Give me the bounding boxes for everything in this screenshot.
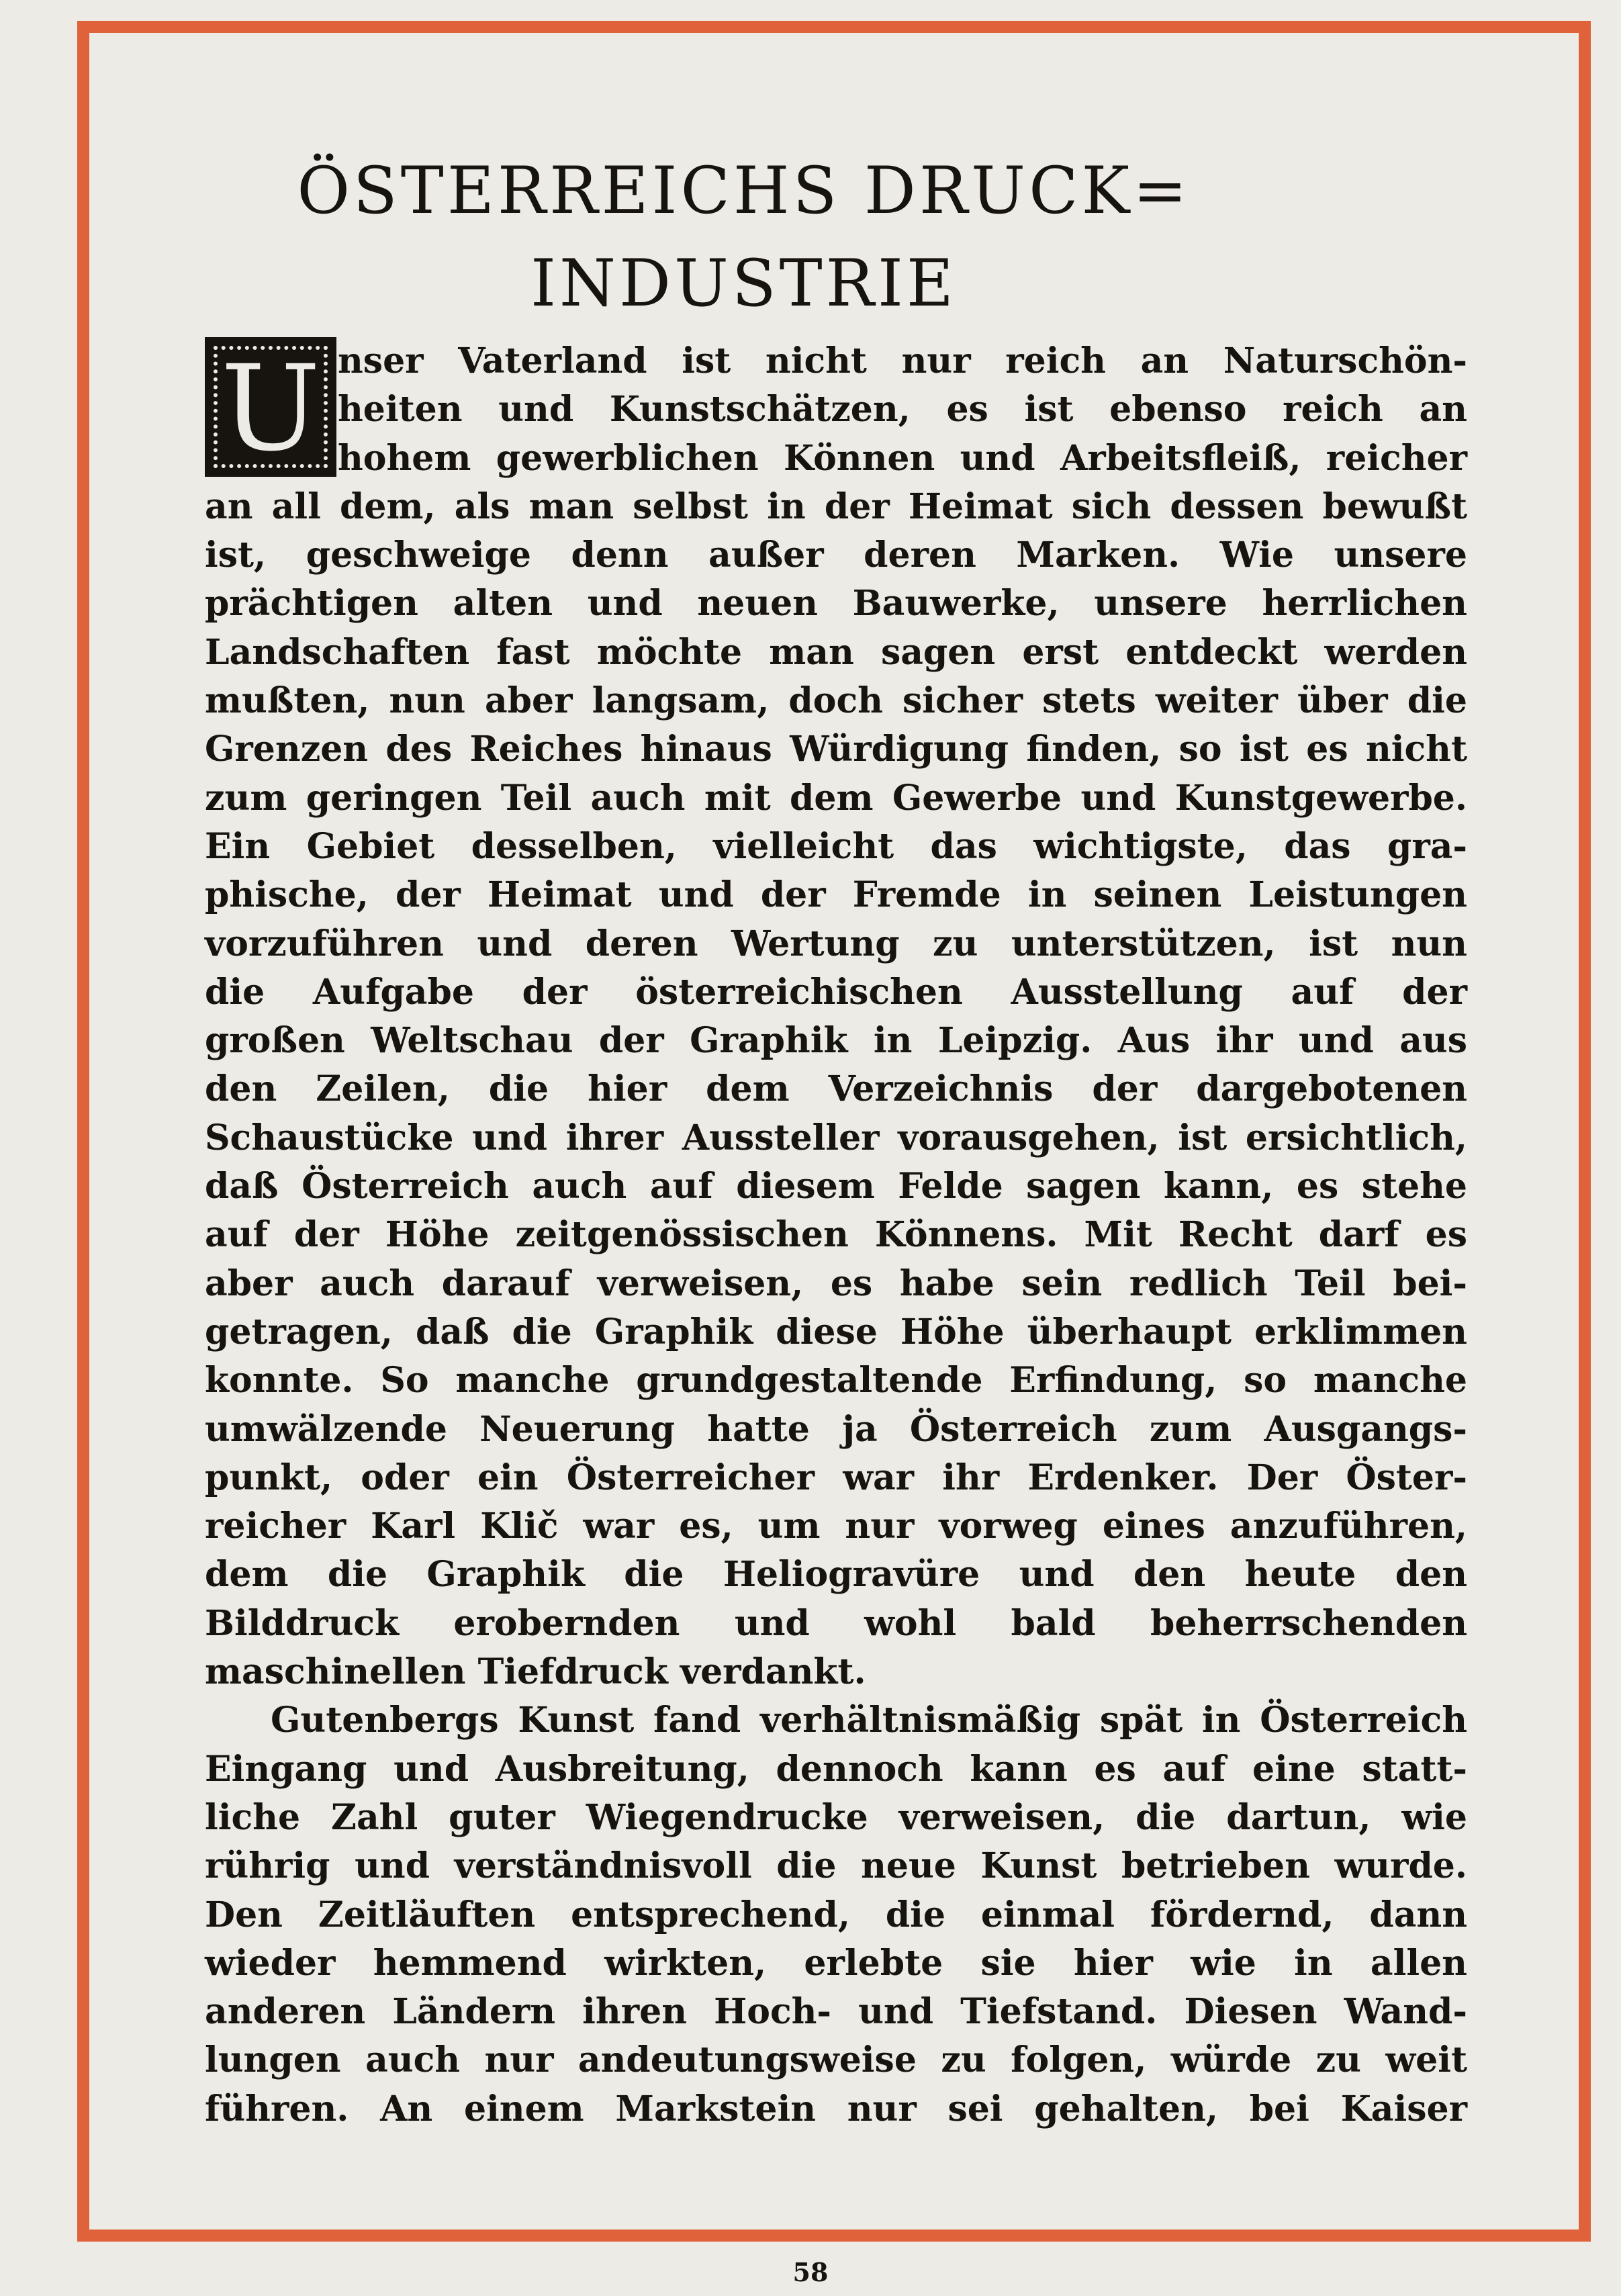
text-line: führen. An einem Markstein nur sei gehalten, bei Kaiser — [205, 2088, 1467, 2129]
text-line: Bilddruck erobernden und wohl bald beherrschenden — [205, 1602, 1467, 1644]
article-heading — [168, 144, 1319, 330]
text-line: phische, der Heimat und der Fremde in seinen Leistungen — [205, 874, 1467, 916]
text-line: wieder hemmend wirkten, erlebte sie hier wie in allen — [205, 1942, 1467, 1984]
text-line: nser Vaterland ist nicht nur reich an Naturschön- — [338, 340, 1467, 381]
text-line: an all dem, als man selbst in der Heimat sich dessen bewußt — [205, 486, 1467, 527]
text-line: vorzuführen und deren Wertung zu unterstützen, ist nun — [205, 923, 1467, 964]
article-body — [205, 337, 1467, 2133]
paragraph-2 — [205, 1696, 1467, 2133]
text-line: den Zeilen, die hier dem Verzeichnis der dargebotenen — [205, 1068, 1467, 1110]
text-line: ist, geschweige denn außer deren Marken. Wie unsere — [205, 535, 1467, 576]
text-line: hohem gewerblichen Können und Arbeitsfleiß, reicher — [338, 437, 1467, 479]
heading-line-2: INDUSTRIE — [530, 246, 957, 321]
drop-cap-letter: U — [220, 340, 321, 477]
text-line: Eingang und Ausbreitung, dennoch kann es auf eine statt- — [205, 1748, 1467, 1790]
text-line: Ein Gebiet desselben, vielleicht das wichtigste, das gra- — [205, 825, 1467, 867]
text-line: aber auch darauf verweisen, es habe sein redlich Teil bei- — [205, 1262, 1467, 1304]
text-line: anderen Ländern ihren Hoch- und Tiefstand. Diesen Wand- — [205, 1991, 1467, 2033]
text-line: Gutenbergs Kunst fand verhältnismäßig spät in Österreich — [271, 1700, 1467, 1741]
text-line: dem die Graphik die Heliogravüre und den heute den — [205, 1554, 1467, 1596]
text-line: konnte. So manche grundgestaltende Erfindung, so manche — [205, 1360, 1467, 1402]
text-line: Landschaften fast möchte man sagen erst entdeckt werden — [205, 631, 1467, 673]
text-line: getragen, daß die Graphik diese Höhe überhaupt erklimmen — [205, 1311, 1467, 1352]
text-line: Schaustücke und ihrer Aussteller vorausgehen, ist ersichtlich, — [205, 1117, 1467, 1158]
text-line: mußten, nun aber langsam, doch sicher stets weiter über die — [205, 680, 1467, 722]
text-line: prächtigen alten und neuen Bauwerke, unsere herrlichen — [205, 583, 1467, 625]
text-line: zum geringen Teil auch mit dem Gewerbe und Kunstgewerbe. — [205, 777, 1467, 819]
text-line: liche Zahl guter Wiegendrucke verweisen, die dartun, wie — [205, 1796, 1467, 1838]
text-line: Grenzen des Reiches hinaus Würdigung finden, so ist es nicht — [205, 729, 1467, 770]
page-number: 58 — [792, 2257, 829, 2287]
text-line: heiten und Kunstschätzen, es ist ebenso reich an — [338, 389, 1467, 430]
text-line: Den Zeitläuften entsprechend, die einmal fördernd, dann — [205, 1894, 1467, 1935]
text-line: daß Österreich auch auf diesem Felde sagen kann, es stehe — [205, 1166, 1467, 1207]
text-line: umwälzende Neuerung hatte ja Österreich zum Ausgangs- — [205, 1408, 1467, 1450]
text-line: reicher Karl Klič war es, um nur vorweg eines anzuführen, — [205, 1506, 1467, 1547]
paragraph-1 — [205, 337, 1467, 1696]
text-line: auf der Höhe zeitgenössischen Könnens. Mit Recht darf es — [205, 1214, 1467, 1256]
text-line: maschinellen Tiefdruck verdankt. — [205, 1651, 866, 1693]
text-line: großen Weltschau der Graphik in Leipzig. Aus ihr und aus — [205, 1020, 1467, 1062]
text-line: die Aufgabe der österreichischen Ausstellung auf der — [205, 971, 1467, 1013]
text-line: rührig und verständnisvoll die neue Kunst betrieben wurde. — [205, 1845, 1467, 1887]
heading-line-1: ÖSTERREICHS DRUCK= — [297, 153, 1191, 228]
drop-cap-initial — [205, 337, 336, 477]
text-line: punkt, oder ein Österreicher war ihr Erdenker. Der Öster- — [205, 1457, 1467, 1498]
text-line: lungen auch nur andeutungsweise zu folgen, würde zu weit — [205, 2039, 1467, 2081]
